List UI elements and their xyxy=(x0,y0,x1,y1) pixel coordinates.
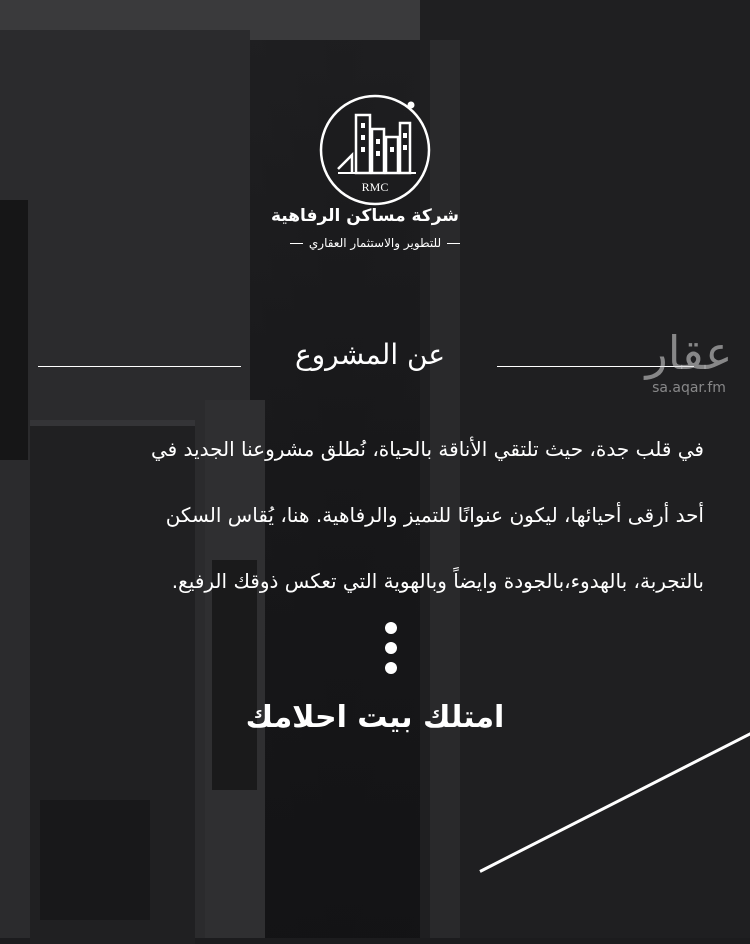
company-subtitle: للتطوير والاستثمار العقاري xyxy=(308,236,442,250)
logo-text: RMC xyxy=(361,180,389,194)
vertical-dots xyxy=(383,622,399,682)
building-window xyxy=(40,800,150,920)
description-line: بالتجربة، بالهدوء،بالجودة وايضاً وبالهوية التي تعكس ذوقك الرفيع. xyxy=(171,569,704,593)
description-line: أحد أرقى أحيائها، ليكون عنوانًا للتميز والرفاهية. هنا، يُقاس السكن xyxy=(165,503,704,527)
section-title: عن المشروع xyxy=(294,338,446,371)
building-window xyxy=(0,200,28,460)
company-subtitle-row xyxy=(290,236,460,250)
project-description xyxy=(40,430,704,628)
company-name: شركة مساكن الرفاهية xyxy=(270,206,460,226)
company-logo xyxy=(318,93,432,207)
section-divider-left xyxy=(38,366,241,367)
watermark xyxy=(630,326,748,396)
dot xyxy=(385,662,397,674)
subtitle-divider xyxy=(447,243,460,244)
subtitle-divider xyxy=(290,243,303,244)
description-line: في قلب جدة، حيث تلتقي الأناقة بالحياة، نُطلق مشروعنا الجديد في xyxy=(150,437,704,461)
tagline: امتلك بيت احلامك xyxy=(245,700,505,735)
dot xyxy=(385,622,397,634)
watermark-logo: عقار xyxy=(645,326,733,380)
dot xyxy=(385,642,397,654)
watermark-url: sa.aqar.fm xyxy=(652,380,726,396)
